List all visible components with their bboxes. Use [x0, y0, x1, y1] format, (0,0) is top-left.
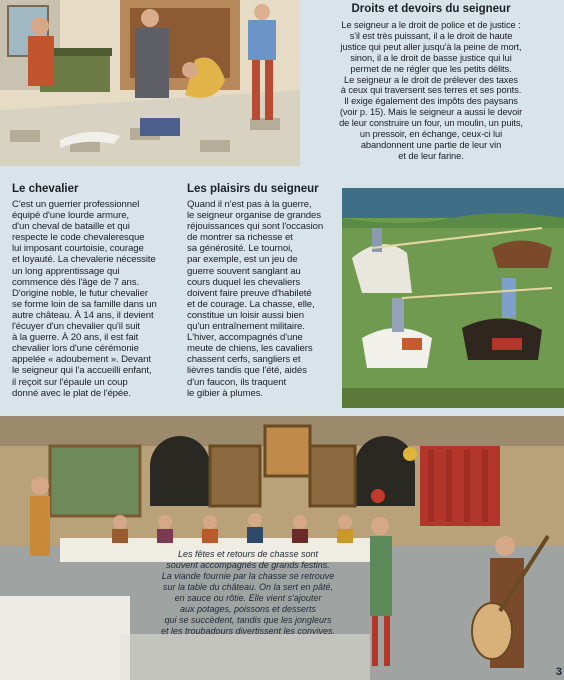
knight-body: C'est un guerrier professionnel équipé d'une lourde armure, d'un cheval de bataille et qui respecte le code chevaleresque lui imposant courtoisie, courage et loyauté. La chevalerie nécessite un long apprentissage qui commence dès l'âge de 7 ans. D'origine noble, le futur chevalier se forme loin de sa famille dans un autre château. À 14 ans, il devient l'écuyer d'un chevalier qu'il suit à la guerre. À 20 ans, il est fait chevalier lors d'une cérémonie appelée « adoubement ». Devant le seigneur qui l'a accueilli enfant, il reçoit sur l'épaule un coup donné avec le plat de l'épée.	[12, 199, 157, 399]
pleasures-title: Les plaisirs du seigneur	[187, 183, 319, 195]
banquet-caption: Les fêtes et retours de chasse sont souvent accompagnés de grands festins. La viande fournie par la chasse se retrouve sur la table du château. On la sert en pâté, en sauce ou rôtie. Elle vient s'ajouter aux potages, poissons et desserts qui se succèdent, tandis que les jongleurs et les troubadours divertissent les convives.	[160, 549, 336, 636]
knight-title: Le chevalier	[12, 183, 79, 195]
judgment-scene-illustration	[0, 0, 300, 166]
banquet-illustration	[0, 416, 564, 680]
rights-duties-section	[305, 2, 557, 162]
rights-duties-title: Droits et devoirs du seigneur	[351, 3, 511, 15]
pleasures-body: Quand il n'est pas à la guerre, le seigneur organise de grandes réjouissances qui sont l'occasion de montrer sa richesse et sa générosité. Le tournoi, par exemple, est un jeu de guerre souvent sanglant au cours duquel les chevaliers doivent faire preuve d'habileté et de courage. La chasse, elle, constitue un loisir aussi bien qu'un entraînement militaire. L'hiver, accompagnés d'une meute de chiens, les cavaliers chassent cerfs, sangliers et lièvres tandis que l'été, aidés d'un faucon, ils traquent le gibier à plumes.	[187, 199, 324, 399]
knight-section	[12, 182, 186, 399]
rights-duties-body: Le seigneur a le droit de police et de justice : s'il est très puissant, il a le droit de haute justice qui peut aller jusqu'à la peine de mort, sinon, il a le droit de basse justice qui lui permet de ne régler que les petits délits. Le seigneur a le droit de prélever des taxes à ceux qui traversent ses terres et ses ponts. Il exige également des impôts des paysans (voir p. 15). Mais le seigneur a aussi le devoir de leur construire un four, un moulin, un puits, un pressoir, en échange, ceux-ci lui abandonnent une partie de leur vin et de leur farine.	[339, 20, 523, 161]
pleasures-section	[187, 182, 342, 399]
page-number: 3	[555, 666, 562, 678]
tournament-illustration	[342, 188, 564, 408]
